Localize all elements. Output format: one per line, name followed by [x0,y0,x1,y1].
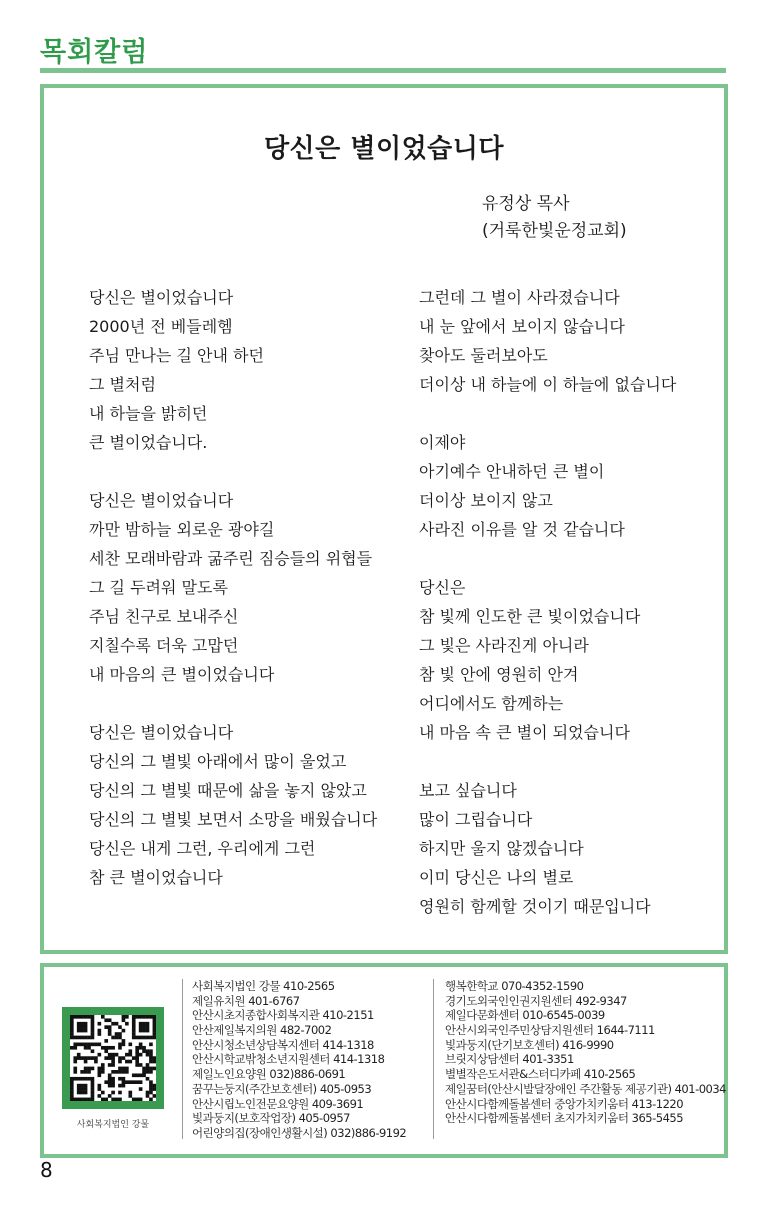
contact-item: 제일유치원 401-6767 [192,993,300,1008]
footer-divider [182,979,183,1139]
poem-line: 주님 만나는 길 안내 하던 [89,346,264,365]
contact-item: 안산시초지종합사회복지관 410-2151 [192,1008,374,1023]
qr-code-frame [62,1007,164,1109]
stanza-gap [419,399,676,428]
contact-item: 제일노인요양원 032)886-0691 [192,1067,346,1082]
poem-line: 이제야 [419,433,466,452]
poem-line: 당신의 그 별빛 보면서 소망을 배웠습니다 [89,810,378,829]
poem-line: 아기예수 안내하던 큰 별이 [419,462,605,481]
poem-line: 사라진 이유를 알 것 같습니다 [419,520,625,539]
contact-item: 별별작은도서관&스터디카페 410-2565 [445,1067,636,1082]
author-church: (거룩한빛운정교회) [482,221,627,241]
poem-line: 더이상 내 하늘에 이 하늘에 없습니다 [419,375,677,394]
contact-item: 행복한학교 070-4352-1590 [445,979,584,993]
poem-line: 그 빛은 사라진게 아니라 [419,636,589,655]
contact-item: 안산시다함께돌봄센터 초지가치키움터 365-5455 [445,1111,684,1126]
contact-item: 안산제일복지의원 482-7002 [192,1023,332,1038]
stanza-gap [419,544,676,573]
poem-line: 당신의 그 별빛 때문에 삶을 놓지 않았고 [89,781,367,800]
contact-item: 어린양의집(장애인생활시설) 032)886-9192 [192,1125,407,1140]
poem-line: 이미 당신은 나의 별로 [419,868,574,887]
poem-line: 어디에서도 함께하는 [419,694,564,713]
poem-line: 내 하늘을 밝히던 [89,404,208,423]
stanza-gap [89,457,377,486]
stanza-gap [89,689,377,718]
contact-item: 안산시립노인전문요양원 409-3691 [192,1096,364,1111]
poem-line: 보고 싶습니다 [419,781,517,800]
poem-line: 세찬 모래바람과 굶주린 짐승들의 위협들 [89,549,373,568]
poem-line: 찾아도 둘러보아도 [419,346,548,365]
poem-line: 까만 밤하늘 외로운 광야길 [89,520,275,539]
poem-line: 당신의 그 별빛 아래에서 많이 울었고 [89,752,347,771]
contact-item: 제일꿈터(안산시발달장애인 주간활동 제공기관) 401-0034 [445,1081,726,1096]
contact-item: 빛과둥지(단기보호센터) 416-9990 [445,1037,614,1052]
poem-line: 당신은 별이었습니다 [89,723,234,742]
poem-line: 내 눈 앞에서 보이지 않습니다 [419,317,625,336]
poem-line: 지칠수록 더욱 고맙던 [89,636,239,655]
contact-item: 안산시청소년상담복지센터 414-1318 [192,1037,374,1052]
column-article [40,84,728,954]
contact-item: 사회복지법인 강물 410-2565 [192,979,335,993]
poem-line: 참 빛 안에 영원히 안겨 [419,665,579,684]
poem-left-column [89,283,377,892]
poem-line: 내 마음 속 큰 별이 되었습니다 [419,723,630,742]
poem-line: 2000년 전 베들레헴 [89,317,233,336]
poem-line: 영원히 함께할 것이기 때문입니다 [419,897,651,916]
poem-line: 참 빛께 인도한 큰 빛이었습니다 [419,607,641,626]
poem-line: 당신은 내게 그런, 우리에게 그런 [89,839,316,858]
title-divider [40,68,726,73]
contact-item: 안산시외국인주민상담지원센터 1644-7111 [445,1023,655,1038]
qr-code-icon [70,1015,156,1101]
author-block [482,191,627,245]
contact-item: 꿈꾸는둥지(주간보호센터) 405-0953 [192,1081,372,1096]
poem-line: 더이상 보이지 않고 [419,491,553,510]
article-title: 당신은 별이었습니다 [263,134,505,164]
poem-line: 많이 그립습니다 [419,810,533,829]
contact-item: 빛과둥지(보호작업장) 405-0957 [192,1111,350,1126]
footer-divider [433,979,434,1139]
contact-list-right [445,979,726,1126]
stanza-gap [419,747,676,776]
poem-line: 당신은 [419,578,466,597]
poem-line: 참 큰 별이었습니다 [89,868,223,887]
page-number: 8 [40,1158,53,1182]
footer-directory [40,963,728,1158]
qr-caption: 사회복지법인 강물 [76,1120,150,1130]
contact-item: 경기도외국인인권지원센터 492-9347 [445,993,627,1008]
poem-line: 그런데 그 별이 사라졌습니다 [419,288,620,307]
author-name: 유정상 목사 [482,194,570,214]
contact-item: 안산시학교밖청소년지원센터 414-1318 [192,1052,385,1067]
contact-item: 안산시다함께돌봄센터 중앙가치키움터 413-1220 [445,1096,684,1111]
poem-line: 큰 별이었습니다. [89,433,208,452]
poem-right-column [419,283,676,921]
contact-item: 브릿지상담센터 401-3351 [445,1052,574,1067]
poem-line: 내 마음의 큰 별이었습니다 [89,665,275,684]
contact-list-left [192,979,406,1141]
poem-line: 당신은 별이었습니다 [89,491,234,510]
poem-line: 하지만 울지 않겠습니다 [419,839,584,858]
contact-item: 제일다문화센터 010-6545-0039 [445,1008,605,1023]
poem-line: 주님 친구로 보내주신 [89,607,239,626]
poem-line: 당신은 별이었습니다 [89,288,234,307]
poem-line: 그 별처럼 [89,375,156,394]
section-title: 목회칼럼 [40,37,149,68]
poem-line: 그 길 두려워 말도록 [89,578,228,597]
